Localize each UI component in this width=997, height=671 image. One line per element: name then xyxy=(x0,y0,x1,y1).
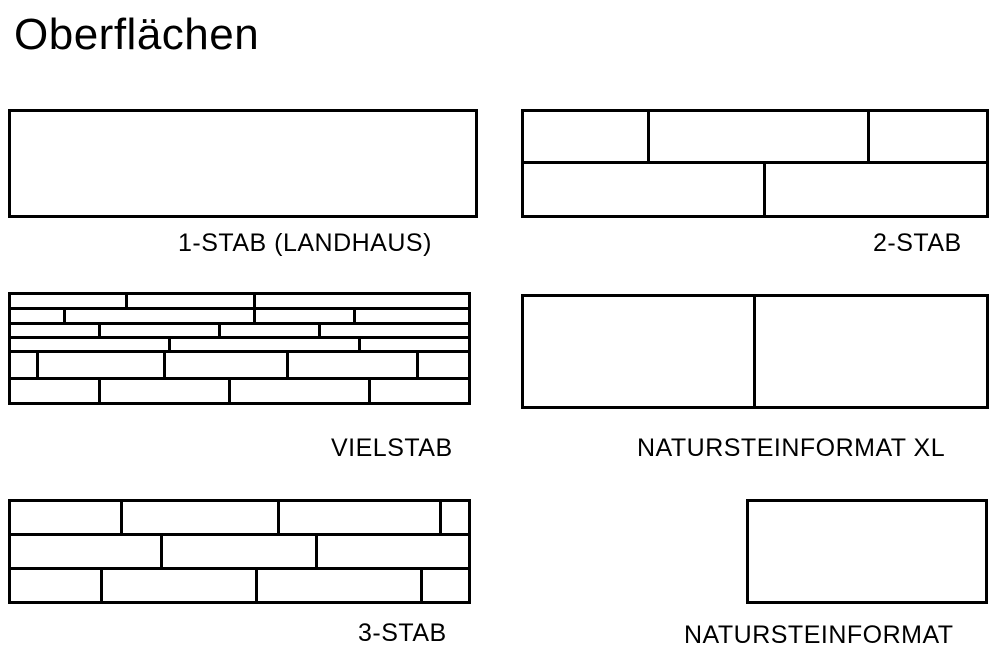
pattern-caption-natursteinformat: NATURSTEINFORMAT xyxy=(684,621,954,649)
pattern-caption-natursteinformat-xl: NATURSTEINFORMAT XL xyxy=(637,434,946,462)
pattern-diagram-natursteinformat-xl xyxy=(521,294,989,409)
pattern-diagram-vielstab xyxy=(8,292,472,406)
pattern-diagram-2-stab xyxy=(521,109,989,218)
pattern-2-stab xyxy=(521,109,989,218)
pattern-natursteinformat-xl xyxy=(521,294,989,409)
pattern-caption-3-stab: 3-STAB xyxy=(358,619,447,647)
pattern-caption-1-stab-landhaus: 1-STAB (LANDHAUS) xyxy=(178,229,432,257)
pattern-natursteinformat xyxy=(746,499,988,604)
pattern-caption-vielstab: VIELSTAB xyxy=(331,434,453,462)
page-title: Oberflächen xyxy=(14,10,260,59)
pattern-diagram-natursteinformat xyxy=(746,499,988,604)
pattern-caption-2-stab: 2-STAB xyxy=(873,229,962,257)
pattern-vielstab xyxy=(8,292,472,406)
pattern-3-stab xyxy=(8,499,472,604)
pattern-diagram-1-stab-landhaus xyxy=(8,109,478,218)
pattern-diagram-3-stab xyxy=(8,499,472,604)
pattern-1-stab-landhaus xyxy=(8,109,478,218)
